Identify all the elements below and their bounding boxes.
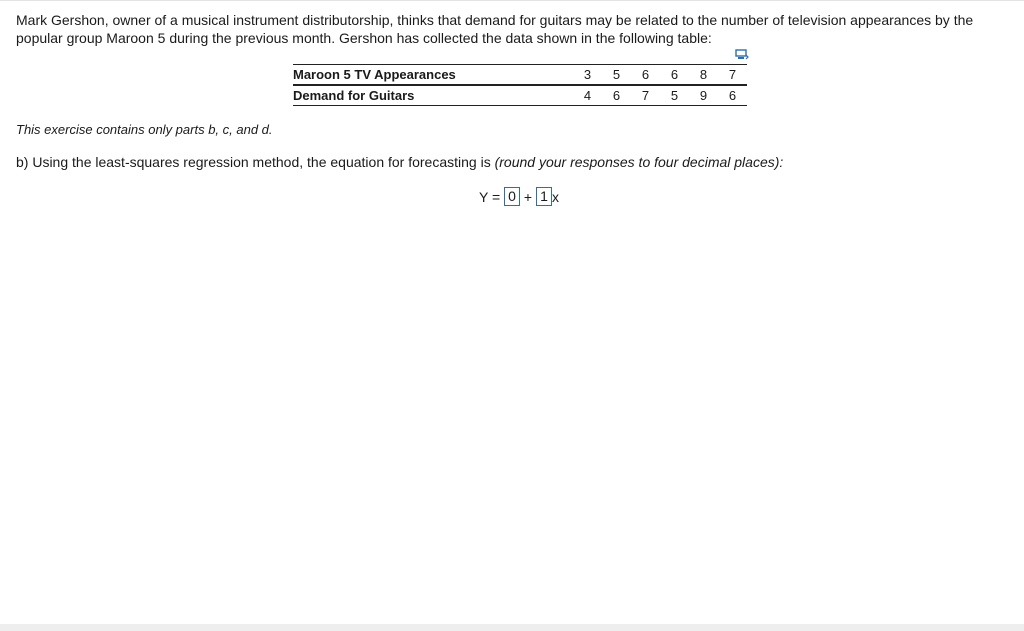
cell-value: 5 <box>660 85 689 106</box>
data-table <box>293 64 747 106</box>
cell-value: 5 <box>602 65 631 86</box>
cell-value: 6 <box>631 65 660 86</box>
row-label-appearances: Maroon 5 TV Appearances <box>293 65 573 86</box>
table-row-demand <box>293 85 747 106</box>
problem-intro: Mark Gershon, owner of a musical instrument distributorship, thinks that demand for guitars may be related to the number of television appearances by the popular group Maroon 5 during the previous month. Gershon has collected the data shown in the following table: <box>16 12 974 46</box>
cell-value: 7 <box>718 65 747 86</box>
cell-value: 9 <box>689 85 718 106</box>
equation-plus: + <box>520 188 537 205</box>
forecast-equation <box>479 186 559 207</box>
part-b-instruction: (round your responses to four decimal places): <box>494 154 784 170</box>
table-row-appearances <box>293 65 747 86</box>
cell-value: 7 <box>631 85 660 106</box>
row-label-demand: Demand for Guitars <box>293 85 573 106</box>
equation-lhs: Y = <box>479 188 505 205</box>
cell-value: 6 <box>602 85 631 106</box>
part-b-question <box>16 154 783 170</box>
equation-x: x <box>552 188 560 205</box>
cell-value: 6 <box>718 85 747 106</box>
copy-data-icon[interactable] <box>735 49 749 62</box>
exercise-note: This exercise contains only parts b, c, and d. <box>16 122 273 137</box>
slope-input[interactable]: 1 <box>536 187 552 206</box>
intercept-input[interactable]: 0 <box>504 187 520 206</box>
cell-value: 8 <box>689 65 718 86</box>
cell-value: 3 <box>573 65 602 86</box>
cell-value: 6 <box>660 65 689 86</box>
top-divider <box>0 0 1024 1</box>
cell-value: 4 <box>573 85 602 106</box>
part-b-text: b) Using the least-squares regression method, the equation for forecasting is <box>16 154 495 170</box>
bottom-bar <box>0 624 1024 631</box>
